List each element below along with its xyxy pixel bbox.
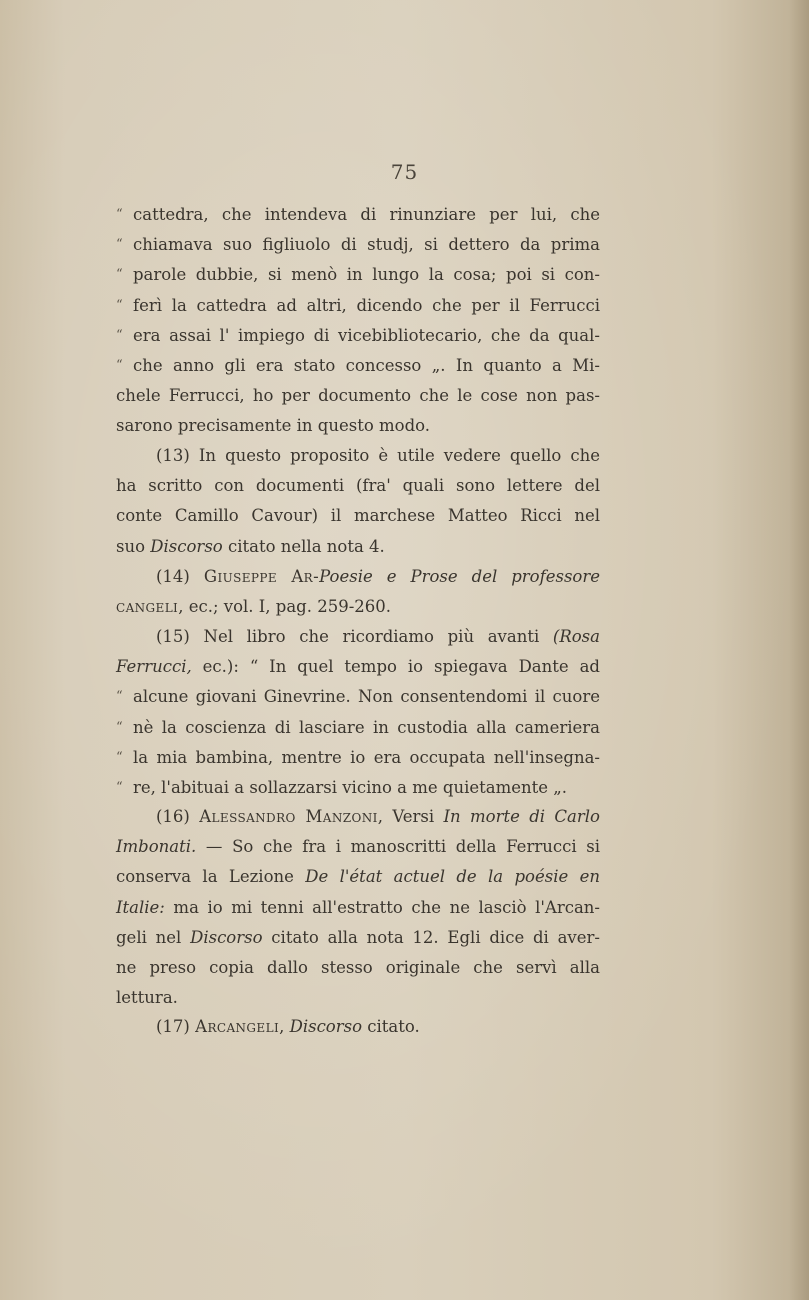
- quote-mark: “: [116, 267, 123, 283]
- line-text: chele Ferrucci, ho per documento che le cose non pas-: [116, 386, 600, 406]
- text-line: [116, 983, 600, 1013]
- text-line: [116, 501, 600, 531]
- line-text: suo: [116, 536, 151, 556]
- text-line: [116, 471, 600, 501]
- line-text: cattedra, che intendeva di rinunziare per lui, che: [133, 205, 600, 224]
- quote-mark: “: [116, 297, 123, 313]
- text-line: [116, 381, 600, 411]
- quote-mark: “: [116, 357, 123, 373]
- line-text: ferì la cattedra ad altri, dicendo che per il Ferrucci: [133, 295, 600, 315]
- text-line: [116, 682, 600, 712]
- quote-mark: “: [116, 237, 123, 253]
- text-line: [116, 622, 600, 652]
- line-text: conte Camillo Cavour) il marchese Matteo Ricci nel: [116, 506, 600, 526]
- text-line: [116, 260, 600, 290]
- footnote-17: [116, 1012, 600, 1042]
- text-line: [116, 200, 600, 230]
- text-line: [116, 230, 600, 260]
- italic-text: Discorso: [190, 927, 263, 947]
- line-text: (16): [156, 807, 200, 826]
- footnote-16: [116, 802, 600, 1013]
- page-number: 75: [390, 160, 419, 184]
- line-text: la mia bambina, mentre io era occupata nell'insegna-: [133, 747, 600, 767]
- footnote-13: [116, 441, 600, 562]
- line-text: citato nella nota 4.: [222, 536, 385, 556]
- line-text: ma io mi tenni all'estratto che ne lasciò l'Arcan-: [164, 897, 600, 917]
- italic-text: Ferrucci,: [116, 657, 192, 677]
- italic-text: Italie:: [116, 897, 165, 917]
- line-text: parole dubbie, si menò in lungo la cosa; poi si con-: [133, 265, 600, 285]
- italic-text: Poesie e Prose del professore: [319, 567, 600, 586]
- italic-text: In morte di Carlo: [443, 807, 600, 826]
- italic-text: Discorso: [289, 1017, 363, 1036]
- line-text: (15) Nel libro che ricordiamo più avanti: [156, 627, 553, 646]
- text-line: [116, 893, 600, 923]
- line-text: ha scritto con documenti (fra' quali sono lettere del: [116, 476, 600, 496]
- quote-mark: “: [116, 719, 123, 735]
- small-caps-text: Giuseppe Ar-: [203, 567, 320, 586]
- text-line: [116, 773, 600, 803]
- small-caps-text: Arcangeli: [195, 1017, 280, 1036]
- text-line: [116, 321, 600, 351]
- text-line: [116, 802, 600, 832]
- line-text: re, l'abituai a sollazzarsi vicino a me quietamente „.: [133, 777, 568, 797]
- quote-mark: “: [116, 207, 123, 222]
- text-line: [116, 743, 600, 773]
- italic-text: De l'état actuel de la poésie en: [305, 867, 600, 887]
- page-edge-shadow: [789, 0, 809, 1300]
- line-text: sarono precisamente in questo modo.: [116, 416, 431, 436]
- quote-mark: “: [116, 327, 123, 343]
- line-text: conserva la Lezione: [116, 867, 306, 887]
- text-line: [116, 592, 600, 622]
- line-text: che anno gli era stato concesso „. In quanto a Mi-: [133, 355, 600, 375]
- quote-mark: “: [116, 749, 123, 765]
- footnote-14: [116, 562, 600, 622]
- text-line: [116, 351, 600, 381]
- line-text: ec.): “ In quel tempo io spiegava Dante ad: [191, 657, 600, 677]
- text-line: [116, 953, 600, 983]
- line-text: lettura.: [116, 988, 178, 1008]
- line-text: , ec.; vol. I, pag. 259-260.: [178, 597, 392, 617]
- footnote-15: [116, 622, 600, 803]
- line-text: era assai l' impiego di vicebibliotecario, che da qual-: [133, 325, 600, 345]
- text-line: [116, 832, 600, 862]
- line-text: geli nel: [116, 927, 191, 947]
- text-line: [116, 532, 600, 562]
- line-text: citato alla nota 12. Egli dice di aver-: [262, 927, 600, 947]
- line-text: citato.: [362, 1017, 420, 1036]
- italic-text: Imbonati.: [116, 837, 197, 857]
- text-line: [116, 411, 600, 441]
- text-line: [116, 291, 600, 321]
- text-line: [116, 441, 600, 471]
- text-line: [116, 923, 600, 953]
- small-caps-text: cangeli: [116, 597, 179, 617]
- line-text: (13) In questo proposito è utile vedere quello che: [156, 446, 600, 465]
- quote-mark: “: [116, 689, 123, 705]
- line-text: alcune giovani Ginevrine. Non consentendomi il cuore: [133, 687, 600, 707]
- text-line: [116, 1012, 600, 1042]
- text-line: [116, 713, 600, 743]
- italic-text: Discorso: [150, 536, 223, 556]
- text-line: [116, 562, 600, 592]
- footnote-12-continuation: [116, 200, 600, 442]
- line-text: chiamava suo figliuolo di studj, si dettero da prima: [133, 235, 600, 255]
- line-text: (17): [156, 1017, 196, 1036]
- line-text: , Versi: [377, 807, 444, 826]
- line-text: nè la coscienza di lasciare in custodia alla cameriera: [133, 717, 600, 737]
- text-line: [116, 652, 600, 682]
- quote-mark: “: [116, 779, 123, 795]
- small-caps-text: Alessandro Manzoni: [199, 807, 378, 826]
- line-text: (14): [156, 567, 204, 586]
- line-text: ne preso copia dallo stesso originale che servì alla: [116, 957, 600, 977]
- italic-text: (Rosa: [552, 627, 600, 646]
- line-text: ,: [279, 1017, 290, 1036]
- line-text: — So che fra i manoscritti della Ferrucci si: [196, 837, 600, 857]
- text-line: [116, 862, 600, 892]
